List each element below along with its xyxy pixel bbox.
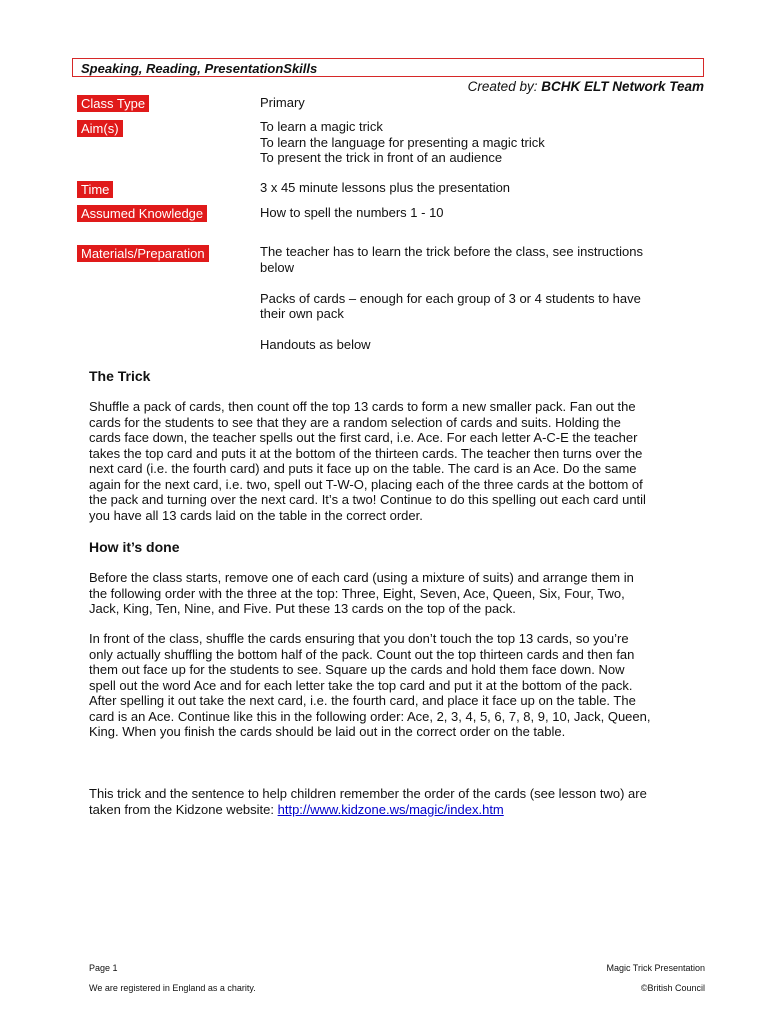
aim-line: To learn the language for presenting a magic trick <box>260 134 545 150</box>
value-assumed-knowledge: How to spell the numbers 1 - 10 <box>260 205 444 220</box>
created-prefix: Created by: <box>467 79 542 94</box>
materials-line: their own pack <box>260 306 344 321</box>
trick-line: again for the next card, i.e. two, spell out T-W-O, placing each of the three cards at the bottom of <box>89 476 643 492</box>
materials-line: Packs of cards – enough for each group of 3 or 4 students to have <box>260 290 641 306</box>
spacer <box>260 322 643 338</box>
copyright: ©British Council <box>640 983 705 993</box>
spacer <box>260 275 643 291</box>
how-line: Jack, King, Ten, Nine, and Five. Put these 13 cards on the top of the pack. <box>89 601 516 616</box>
label-aims: Aim(s) <box>77 120 123 137</box>
document-title: Speaking, Reading, PresentationSkills <box>81 61 318 76</box>
value-materials <box>260 244 643 353</box>
how-line: Before the class starts, remove one of each card (using a mixture of suits) and arrange them in <box>89 570 634 585</box>
header-box <box>72 58 704 77</box>
created-by-team: BCHK ELT Network Team <box>541 79 704 94</box>
how-line: In front of the class, shuffle the cards ensuring that you don’t touch the top 13 cards, so you’re <box>89 631 629 646</box>
label-time: Time <box>77 181 113 198</box>
aim-line: To present the trick in front of an audience <box>260 150 503 165</box>
how-paragraph-1 <box>89 570 714 617</box>
page-number: Page 1 <box>89 963 118 973</box>
value-time: 3 x 45 minute lessons plus the presentation <box>260 180 511 195</box>
how-line: them out face up for the students to see. Square up the cards and hold them face down. Now <box>89 662 625 677</box>
footer-doc-title: Magic Trick Presentation <box>606 963 705 973</box>
kidzone-link[interactable]: http://www.kidzone.ws/magic/index.htm <box>277 801 504 817</box>
trick-line: cards for the students to see that they are a random selection of cards and suits. Holding the <box>89 414 621 430</box>
charity-notice: We are registered in England as a charity. <box>89 983 256 993</box>
trick-paragraph <box>89 399 714 523</box>
trick-line: cards face down, the teacher spells out the first card, i.e. Ace. For each letter A-C-E the teacher <box>89 430 638 445</box>
trick-line: takes the top card and puts it at the bottom of the thirteen cards. The teacher then turns over the <box>89 445 643 461</box>
heading-how-its-done: How it’s done <box>89 539 180 555</box>
label-materials: Materials/Preparation <box>77 245 209 262</box>
source-paragraph <box>89 786 714 817</box>
value-class-type: Primary <box>260 95 305 110</box>
heading-the-trick: The Trick <box>89 368 151 384</box>
source-prefix: taken from the Kidzone website: <box>89 801 278 817</box>
label-assumed-knowledge: Assumed Knowledge <box>77 205 207 222</box>
trick-line: Shuffle a pack of cards, then count off the top 13 cards to form a new smaller pack. Fan out the <box>89 399 636 414</box>
trick-line: you have all 13 cards laid on the table in the correct order. <box>89 507 423 523</box>
how-paragraph-2 <box>89 631 714 740</box>
how-line: King. When you finish the cards should be laid out in the correct order on the table. <box>89 724 566 739</box>
how-line: card is an Ace. Continue like this in the following order: Ace, 2, 3, 4, 5, 6, 7, 8, 9, 10, Jack, Queen, <box>89 708 651 724</box>
materials-line: Handouts as below <box>260 337 371 352</box>
aim-line: To learn a magic trick <box>260 119 383 134</box>
value-aims <box>260 119 545 166</box>
materials-line: below <box>260 259 294 275</box>
label-class-type: Class Type <box>77 95 149 112</box>
source-line: This trick and the sentence to help children remember the order of the cards (see lesson two) are <box>89 786 647 801</box>
created-by <box>468 79 704 94</box>
materials-line: The teacher has to learn the trick before the class, see instructions <box>260 244 643 259</box>
how-line: spell out the word Ace and for each letter take the top card and put it at the bottom of the pack. <box>89 677 633 693</box>
source-line-2 <box>89 802 714 818</box>
how-line: only actually shuffling the bottom half of the pack. Count out the top thirteen cards and then fan <box>89 646 635 662</box>
trick-line: next card (i.e. the fourth card) and puts it face up on the table. The card is an Ace. Do the same <box>89 461 637 476</box>
trick-line: the pack and turning over the next card. It’s a two! Continue to do this spelling out each card until <box>89 492 646 507</box>
how-line: the following order with the three at the top: Three, Eight, Seven, Ace, Queen, Six, Four, Two, <box>89 585 625 601</box>
how-line: After spelling it out take the next card, i.e. the fourth card, and place it face up on the table. The <box>89 693 636 708</box>
